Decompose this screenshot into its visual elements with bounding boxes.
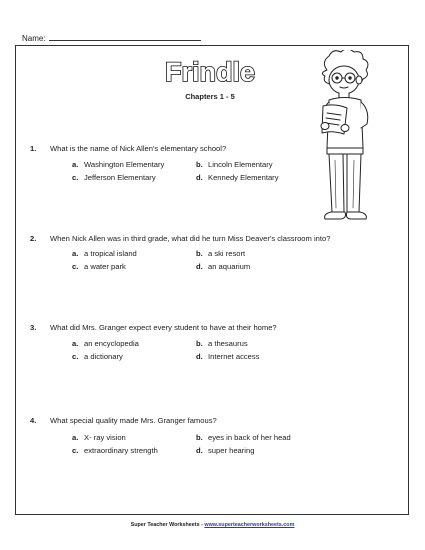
choice-2c: c. a water park [72,262,126,271]
footer-website-link[interactable]: www.superteacherworksheets.com [204,522,295,528]
question-text: What is the name of Nick Allen's elementary school? [50,144,227,153]
footer-brand: Super Teacher Worksheets [130,522,200,528]
worksheet-title-text: Frindle [164,57,256,87]
question-text: What special quality made Mrs. Granger famous? [50,416,217,425]
choice-2b: b. a ski resort [196,249,246,258]
question-number: 4. [30,416,37,425]
choice-4c: c. extraordinary strength [72,446,158,455]
question-number: 1. [30,144,37,153]
choice-4b: b. eyes in back of her head [196,433,291,442]
choice-3a: a. an encyclopedia [72,339,139,348]
worksheet-subtitle: Chapters 1 - 5 [185,92,235,101]
choice-1a: a. Washington Elementary [72,160,165,169]
name-field [22,33,201,43]
question-text: When Nick Allen was in third grade, what did he turn Miss Deaver's classroom into? [50,234,331,243]
choice-4d: d. super hearing [196,446,255,455]
choice-1c: c. Jefferson Elementary [72,173,156,182]
question-number: 2. [30,234,37,243]
choice-2d: d. an aquarium [196,262,251,271]
question-text: What did Mrs. Granger expect every student to have at their home? [50,323,277,332]
footer-separator: - [199,522,205,528]
choice-3d: d. Internet access [196,352,260,361]
choice-1d: d. Kennedy Elementary [196,173,279,182]
boy-reading-paper-illustration [305,50,385,228]
name-label: Name: [22,34,46,43]
worksheet-title [150,55,270,89]
choice-1b: b. Lincoln Elementary [196,160,273,169]
choice-3c: c. a dictionary [72,352,123,361]
footer [0,522,425,528]
question-number: 3. [30,323,37,332]
choice-2a: a. a tropical island [72,249,137,258]
choice-4a: a. X- ray vision [72,433,126,442]
choice-3b: b. a thesaurus [196,339,248,348]
name-blank-line [49,33,201,41]
